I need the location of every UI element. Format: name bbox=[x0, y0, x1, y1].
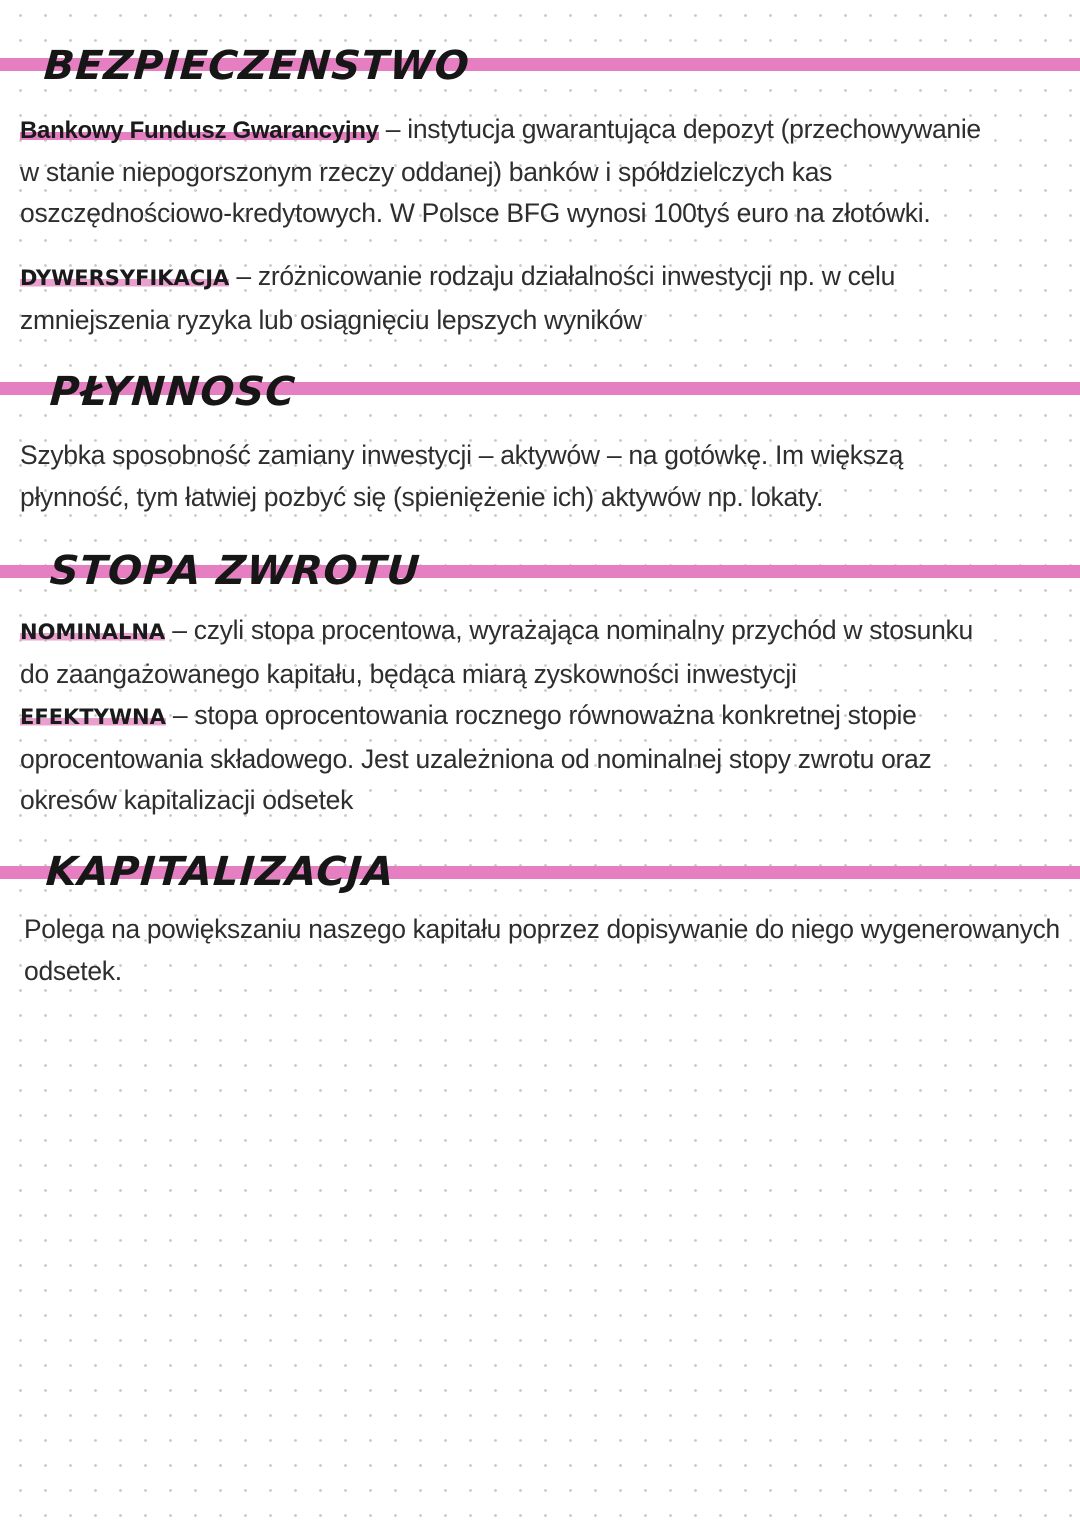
heading-plynnosc: PŁYNNOSC bbox=[48, 369, 298, 415]
efektywna-term: EFEKTYWNA bbox=[20, 705, 166, 729]
bfg-definition: Bankowy Fundusz Gwarancyjny – instytucja gwarantująca depozyt (przechowywanie w stanie niepogorszonym rzeczy oddanej) banków i spółdzielczych kas oszczędnościowo-kredytowych. W Polsce BFG wynosi 100tyś euro na złotówki. bbox=[20, 114, 981, 228]
heading-bezpieczenstwo: BEZPIECZENSTWO bbox=[42, 43, 472, 89]
heading-kapitalizacja: KAPITALIZACJA bbox=[44, 849, 397, 895]
plynnosc-definition: Szybka sposobność zamiany inwestycji – aktywów – na gotówkę. Im większą płynność, tym łatwiej pozbyć się (spieniężenie ich) aktywów np. lokaty. bbox=[20, 440, 904, 512]
nominalna-term: NOMINALNA bbox=[20, 620, 166, 644]
stopa-zwrotu-definitions: NOMINALNA – czyli stopa procentowa, wyrażająca nominalny przychód w stosunku do zaangażowanego kapitału, będąca miarą zyskowności inwestycji EFEKTYWNA – stopa oprocentowania rocznego równoważna konkretnej stopie oprocentowania składowego. Jest uzależniona od nominalnej stopy zwrotu oraz okresów kapitalizacji odsetek bbox=[20, 615, 973, 815]
bfg-term: Bankowy Fundusz Gwarancyjny bbox=[20, 117, 379, 144]
heading-stopa-zwrotu: STOPA ZWROTU bbox=[48, 548, 422, 594]
dywersyfikacja-definition: DYWERSYFIKACJA – zróżnicowanie rodzaju działalności inwestycji np. w celu zmniejszenia ryzyka lub osiągnięciu lepszych wyników bbox=[20, 261, 896, 335]
dywersyfikacja-term: DYWERSYFIKACJA bbox=[20, 266, 230, 290]
kapitalizacja-definition: Polega na powiększaniu naszego kapitału poprzez dopisywanie do niego wygenerowanych odsetek. bbox=[24, 914, 1060, 986]
